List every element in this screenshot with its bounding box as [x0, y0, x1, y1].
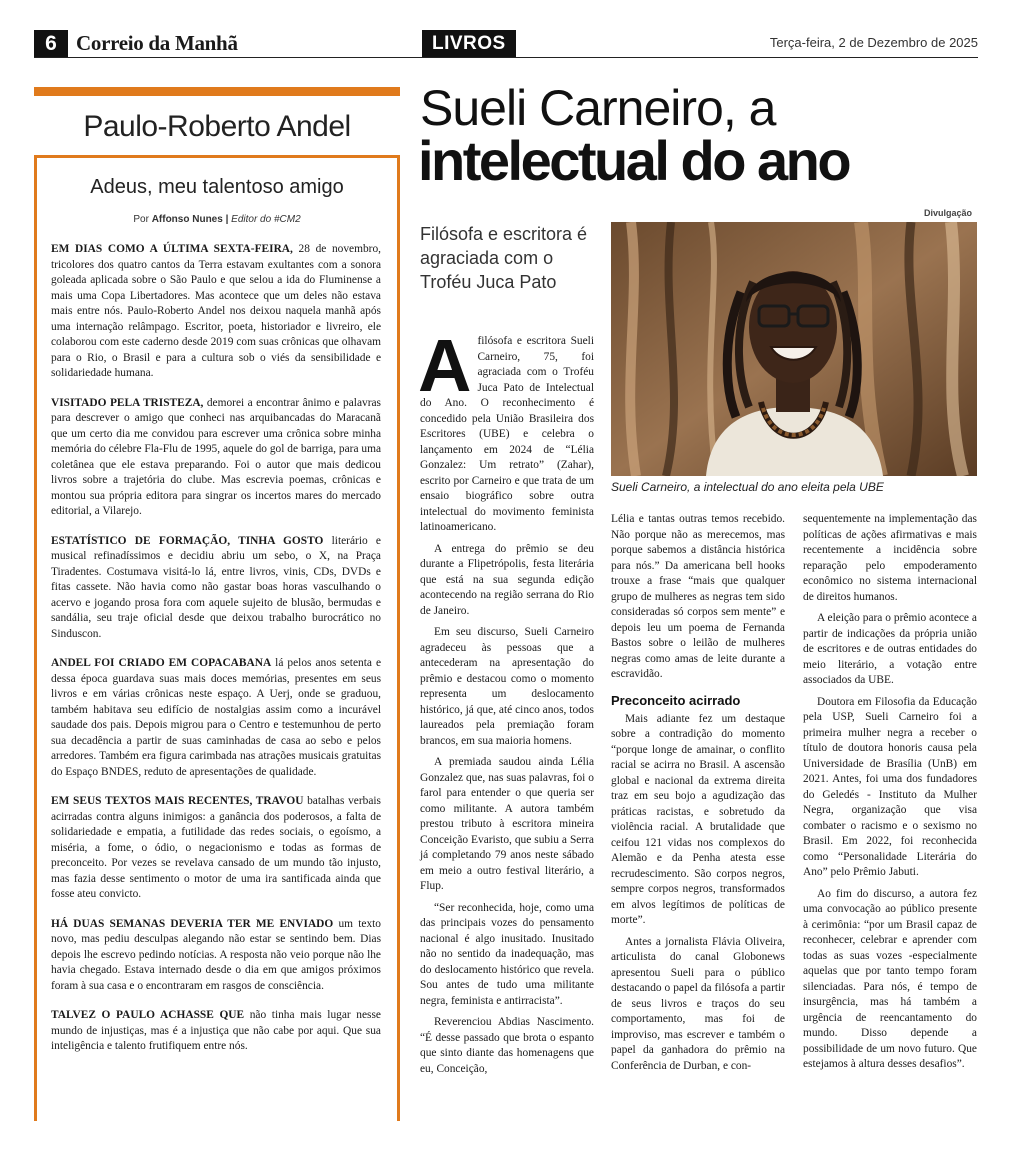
article-column-2 [611, 512, 785, 1080]
photo-caption: Sueli Carneiro, a intelectual do ano eleita pela UBE [611, 480, 884, 494]
byline-author: Affonso Nunes | [151, 214, 229, 225]
column-paragraph: HÁ DUAS SEMANAS DEVERIA TER ME ENVIADO um texto novo, mas pediu desculpas alegando não estar se sentindo bem. Dias depois lhe escrevo pedindo notícias. A resposta não veio porque não lhe havia chegado. Estava internado desde o dia em que amigos próximos foram à sua casa e o encontraram em rasgos de consciência. [51, 917, 381, 992]
column-title: Adeus, meu talentoso amigo [90, 176, 344, 198]
headline-line-2: intelectual do ano [418, 129, 850, 192]
article-paragraph: Em seu discurso, Sueli Carneiro agradeceu às pessoas que a antecederam na apresentação do prêmio e destacou como o momento representa um deslocamento histórico, já que, até cinco anos, todos laureados pela premiação foram brancos, em sua maioria homens. [420, 626, 594, 747]
article-paragraph: A eleição para o prêmio acontece a partir de indicações da própria união de escritores e de outras entidades do meio literário, a votação entre associados da UBE. [803, 612, 977, 686]
article-paragraph: Ao fim do discurso, a autora fez uma convocação ao público presente à cerimônia: “por um Brasil capaz de reconhecer, celebrar e aprender com todas as suas vozes -especialmente aquelas que por tanto tempo foram silenciadas. Para nós, é tempo de insurgência, mas há também a urgência de reencantamento do mundo. Disso depende a possibilidade de um novo futuro. Que estejamos à altura desses desafios”. [803, 887, 977, 1070]
article-paragraph: Mais adiante fez um destaque sobre a contradição do momento “porque longe de amainar, o conflito racial se acirra no Brasil. A ascensão global e nacional da extrema direita traz em seu bojo a agudização das práticas racistas, e sobretudo da violência racial. A brutalidade que ceifou 121 vidas nos complexos do Alemão e da Penha atesta esse recrudescimento. São corpos negros, sempre corpos negros, transformados em alvos legítimos de políticas de morte”. [611, 712, 785, 926]
byline [37, 214, 397, 225]
column-author-name: Paulo-Roberto Andel [83, 110, 351, 143]
article-paragraph: Lélia e tantas outras temos recebido. Não porque não as merecemos, mas porque sabemos a distância histórica para nós.” Da americana bell hooks trouxe a frase “mais que qualquer grupo de mulheres as negras tem sido consideradas só corpos sem mente” e depois leu um poema de Fernanda Bastos sobre o leilão de mulheres negras como amas de leite durante a escravidão. [611, 513, 785, 680]
column-paragraph: EM SEUS TEXTOS MAIS RECENTES, TRAVOU batalhas verbais acirradas contra alguns inimigos: a ganância dos poderosos, a falta de solidariedade e empatia, a futilidade das redes sociais, o egoísmo, a miséria, a fome, o ódio, o negacionismo e todas as formas de preconceito. Por vezes se revelava cansado de um mundo tão injusto, mas fazia desse sentimento o motor de uma ira santificada ainda que fosse ateu convicto. [51, 795, 381, 900]
article-column-3 [803, 512, 977, 1079]
article-paragraph: A entrega do prêmio se deu durante a Flipetrópolis, festa literária que está na sua segunda edição acontecendo na região serrana do Rio de Janeiro. [420, 542, 594, 617]
article-paragraph: Doutora em Filosofia da Educação pela USP, Sueli Carneiro foi a primeira mulher negra a receber o título de doutora honoris causa pela Universidade de Brasília (UnB) em 2021. Antes, foi uma dos fundadores do Geledés - Instituto da Mulher Negra, organização que visa combater o racismo e o sexismo no Brasil. Em 2022, foi reconhecida como “Personalidade Literária do Ano” pelo Prêmio Jabuti. [803, 695, 977, 878]
column-paragraph: VISITADO PELA TRISTEZA, demorei a encontrar ânimo e palavras para descrever o amigo que conheci nas arquibancadas do Maracanã que um certo dia me convidou para escrever uma crônica sobre minha memória do célebre Fla-Flu de 1995, aquele do gol de barriga, para uma coletânea que ele estava preparando. Foi o autor que mais dedicou livros sobre a trajetória do clube. Mas escrevia poemas, crônicas e montou sua própria editora para singrar os incertos mares do mercado editorial, a Vilarejo. [51, 396, 381, 517]
article-subtitle: Filósofa e escritora é agraciada com o Troféu Juca Pato [420, 224, 588, 292]
article-subhead: Preconceito acirrado [611, 692, 741, 708]
article-paragraph: A premiada saudou ainda Lélia Gonzalez que, nas suas palavras, foi o farol para entender o que queria ser como militante. A autora também prestou tributo à escritora mineira Conceição Evaristo, que subiu a Serra já completando 79 anos neste sábado em meio a outro festival literário, a Flup. [420, 756, 594, 892]
masthead [34, 30, 978, 58]
portrait-photo [611, 222, 977, 476]
column-paragraph: ANDEL FOI CRIADO EM COPACABANA lá pelos anos setenta e dessa época guardava suas mais doces memórias, presentes em seus livros e em várias crônicas neste espaço. A Uerj, onde se graduou, também habitava seu edifício de nostalgias assim como a incurável saudade dos pais. Depois migrou para o Centro e testemunhou de perto sua decadência a partir de suas caminhadas de casa ao sebo e pelos arredores. Também era figura carimbada nas atrações musicais gratuitas do Espaço BNDES, reduto de apresentações de qualidade. [51, 657, 381, 778]
newspaper-name: Correio da Manhã [76, 31, 238, 55]
article-paragraph: Antes a jornalista Flávia Oliveira, articulista do canal Globonews apresentou Sueli para o público destacando o papel da filósofa a partir de seus livros e traços do seu comportamento, mas foi de improviso, mas escrever e também o papel da ganhadora do prêmio na Conferência de Durban, e con- [611, 935, 785, 1072]
article-paragraph: sequentemente na implementação das políticas de ações afirmativas e mais recentemente a incidência sobre reparação pelo empoderamento econômico no sistema internacional de direitos humanos. [803, 513, 977, 603]
byline-role: Editor do #CM2 [231, 214, 301, 225]
column-paragraph: ESTATÍSTICO DE FORMAÇÃO, TINHA GOSTO literário e musical refinadíssimos e decidiu abriu um sebo, o X, na Praça Tiradentes. Costumava visitá-lo lá, entre livros, vinis, CDs, DVDs e fitas cassete. Não havia como não gastar boas horas vasculhando o acervo e jogando prosa fora com aquele sujeito de blusão, bermudas e sandália, seu traje oficial desde que deixou trabalho burocrático no Sinduscon. [51, 534, 381, 640]
column-body [51, 242, 381, 1069]
drop-cap: A [418, 324, 472, 407]
article-paragraph: “Ser reconhecida, hoje, como uma das principais vozes do pensamento nacional é algo inusitado. Inusitado não no sentido da inadequação, mas do deslocamento histórico que revela. Sou antes de tudo uma militante negra, feminista e antirracista”. [420, 901, 594, 1007]
headline-line-1: Sueli Carneiro, a [420, 80, 776, 136]
page-number: 6 [34, 30, 68, 57]
article-paragraph: Reverenciou Abdias Nascimento. “É desse passado que brota o espanto que sinto diante das homenagens que eu, Conceição, [420, 1016, 594, 1075]
article-column-1 [418, 324, 594, 1083]
column-paragraph: EM DIAS COMO A ÚLTIMA SEXTA-FEIRA, 28 de novembro, tricolores dos quatro cantos da Terra estavam exultantes com a sonora goleada aplicada sobre o São Paulo e que selou a ida do Fluminense a mais uma Copa Libertadores. Mas acontece que um deles não estava mais entre nós. Paulo-Roberto Andel nos deixou naquela manhã após uma internação relâmpago. Escritor, poeta, historiador e livreiro, ele colaborou com este caderno desde 2019 com suas crônicas que olhavam para o Rio, o Brasil e para a cultura sob o viés da sensibilidade e solidariedade humana. [51, 243, 382, 379]
article-paragraph: Afilósofa e escritora Sueli Carneiro, 75, foi agraciada com o Troféu Juca Pato de Intelectual do Ano. O reconhecimento é concedido pela União Brasileira dos Escritores (UBE) e celebra o lançamento em 2024 de “Lélia Gonzalez: Um retrato” (Zahar), escrito por Carneiro e que trata de um ensaio biográfico sobre outra intelectual do movimento feminista latinoamericano. [418, 324, 594, 533]
photo-credit: Divulgação [924, 208, 973, 218]
column-box [34, 155, 400, 1121]
byline-prefix: Por [133, 214, 149, 225]
column-paragraph: TALVEZ O PAULO ACHASSE QUE não tinha mais lugar nesse mundo de injustiças, mas é a injustiça que não cabe por aqui. Que sua inteligência e talento frutifiquem entre nós. [51, 1009, 381, 1052]
issue-date: Terça-feira, 2 de Dezembro de 2025 [769, 35, 978, 50]
column-accent-bar [34, 87, 400, 96]
section-tag: LIVROS [422, 30, 516, 57]
